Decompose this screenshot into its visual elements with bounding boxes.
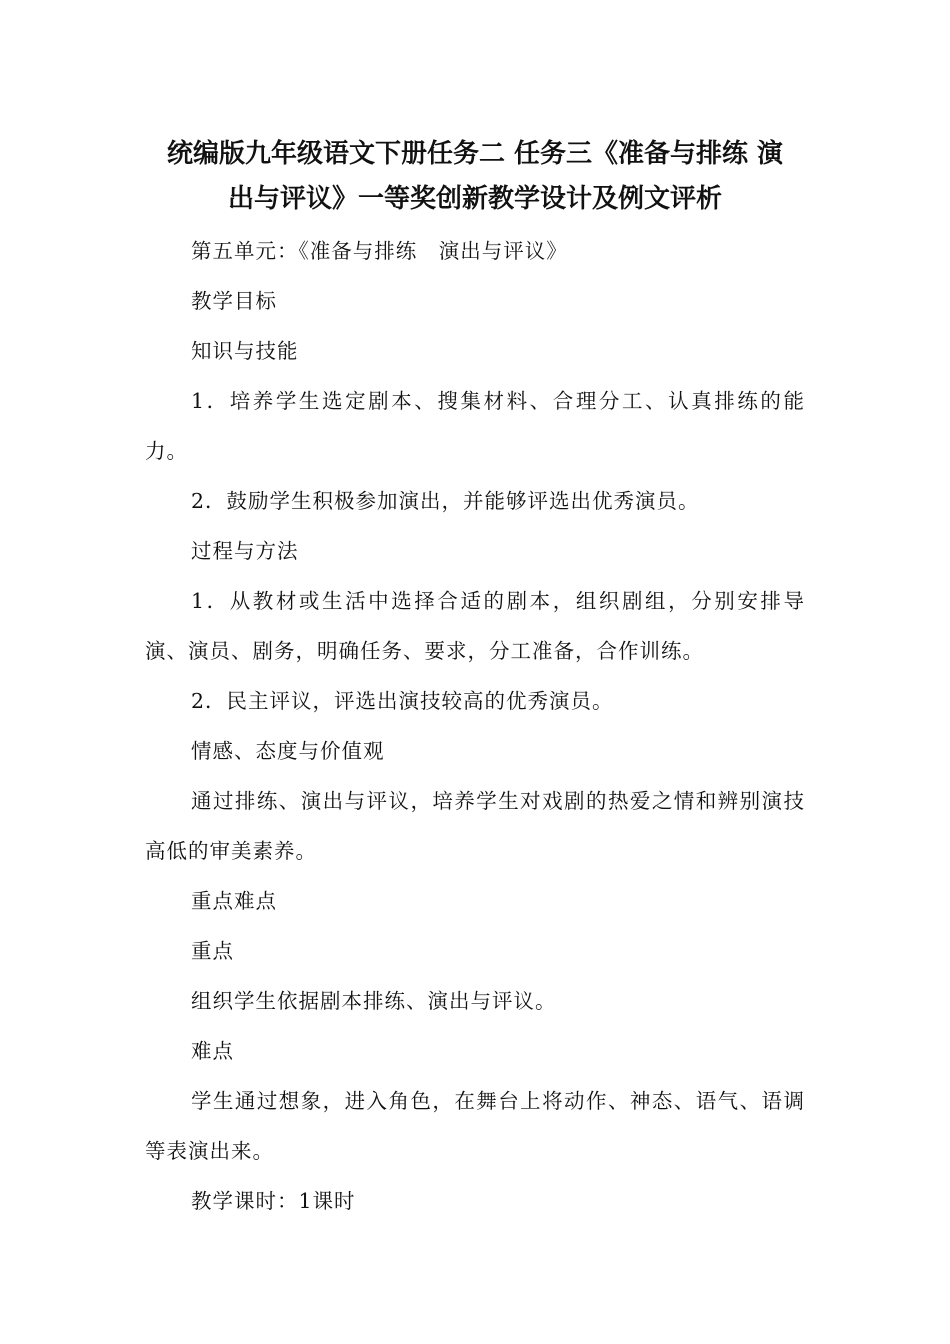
title-line-1: 统编版九年级语文下册任务二 任务三《准备与排练 演 — [166, 139, 784, 169]
paragraph-process-2: 2．民主评议，评选出演技较高的优秀演员。 — [191, 689, 614, 713]
paragraph-goal-2: 2．鼓励学生积极参加演出，并能够评选出优秀演员。 — [191, 489, 700, 513]
subheading-knowledge-skills: 知识与技能 — [191, 339, 299, 363]
subheading-difficult-point: 难点 — [191, 1039, 234, 1063]
section-heading-teaching-goals: 教学目标 — [191, 289, 277, 313]
paragraph-class-hours: 教学课时：1课时 — [191, 1189, 356, 1213]
subheading-process-method: 过程与方法 — [191, 539, 299, 563]
unit-heading: 第五单元：《准备与排练 演出与评议》 — [191, 239, 568, 263]
title-line-2: 出与评议》一等奖创新教学设计及例文评析 — [227, 184, 722, 214]
document-body — [145, 226, 805, 1226]
paragraph-goal-1: 1．培养学生选定剧本、搜集材料、合理分工、认真排练的能力。 — [145, 389, 805, 463]
paragraph-process-1: 1．从教材或生活中选择合适的剧本，组织剧组，分别安排导演、演员、剧务，明确任务、要求，分工准备，合作训练。 — [145, 589, 805, 663]
section-heading-key-difficult: 重点难点 — [191, 889, 277, 913]
paragraph-difficult-point: 学生通过想象，进入角色，在舞台上将动作、神态、语气、语调等表演出来。 — [145, 1089, 805, 1163]
paragraph-emotion: 通过排练、演出与评议，培养学生对戏剧的热爱之情和辨别演技高低的审美素养。 — [145, 789, 805, 863]
subheading-key-point: 重点 — [191, 939, 234, 963]
document-title — [145, 132, 805, 222]
paragraph-key-point: 组织学生依据剧本排练、演出与评议。 — [191, 989, 557, 1013]
subheading-emotion-values: 情感、态度与价值观 — [191, 739, 385, 763]
